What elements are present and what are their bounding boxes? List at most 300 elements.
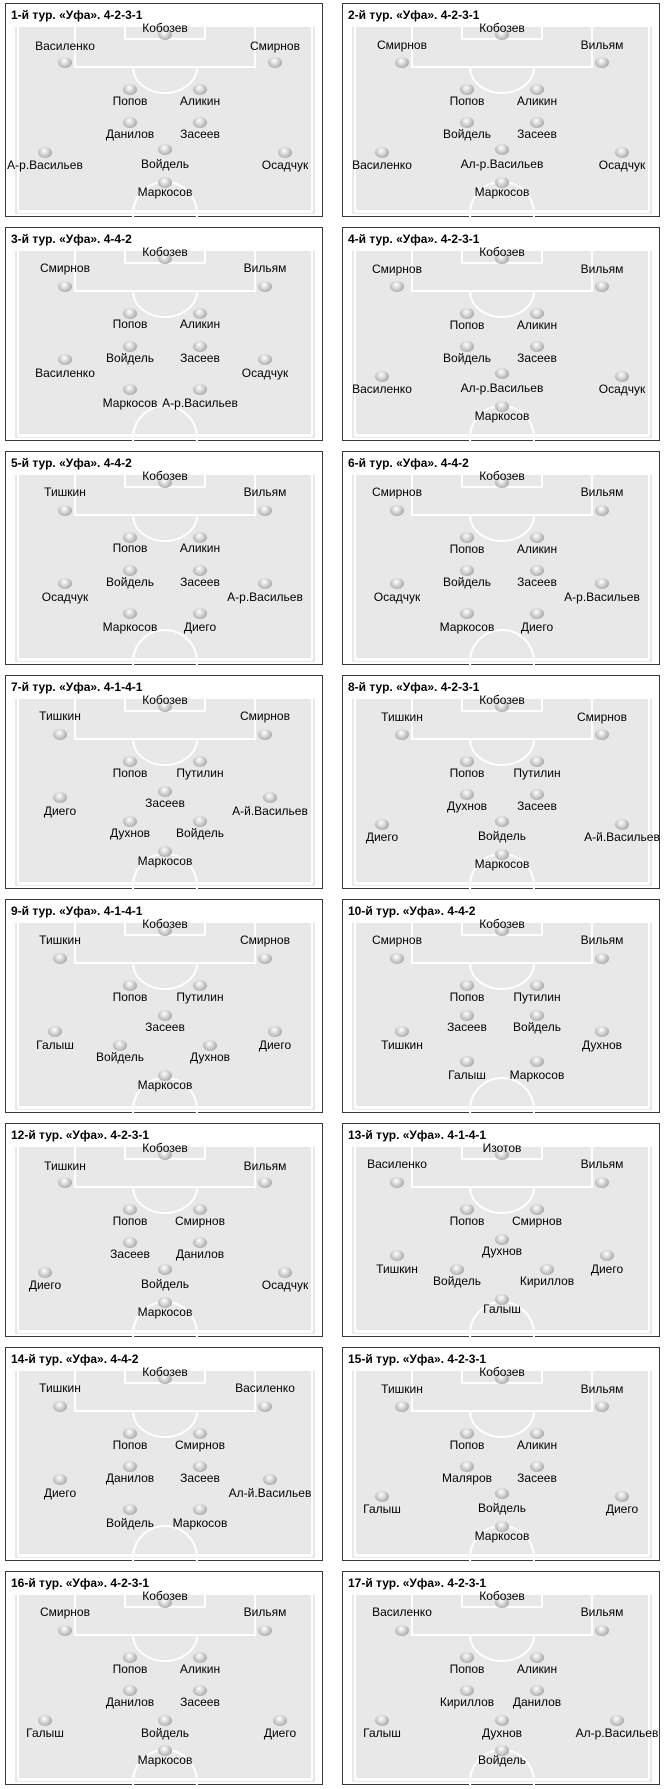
player-name: Маркосов — [137, 1078, 193, 1092]
player-name: Маркосов — [474, 1529, 530, 1543]
player-name: Войдель — [106, 575, 154, 589]
player-name: Смирнов — [377, 38, 427, 52]
panel-title: 10-й тур. «Уфа». 4-4-2 — [348, 904, 476, 918]
player-marker-icon — [258, 281, 272, 292]
player-name: Засеев — [517, 799, 557, 813]
player-marker-icon — [278, 1267, 292, 1278]
player-marker-icon — [395, 1625, 409, 1636]
lineup-panel — [342, 3, 660, 217]
player-name: Данилов — [105, 1471, 155, 1485]
lineup-panel — [342, 451, 660, 665]
player-marker-icon — [38, 1267, 52, 1278]
player-name: Кобозев — [142, 21, 188, 35]
player-marker-icon — [595, 281, 609, 292]
player-marker-icon — [395, 1026, 409, 1037]
player-name: Засеев — [180, 1695, 220, 1709]
player-name: Василенко — [35, 366, 95, 380]
player-name: Кириллов — [439, 1695, 495, 1709]
player-name: Смирнов — [372, 933, 422, 947]
player-marker-icon — [375, 371, 389, 382]
panel-title: 16-й тур. «Уфа». 4-2-3-1 — [11, 1576, 150, 1590]
player-marker-icon — [258, 1625, 272, 1636]
player-marker-icon — [600, 1250, 614, 1261]
player-marker-icon — [158, 1715, 172, 1726]
player-name: Диего — [590, 1262, 624, 1276]
player-name: Войдель — [513, 1020, 561, 1034]
player-name: Смирнов — [512, 1214, 562, 1228]
player-marker-icon — [258, 354, 272, 365]
player-marker-icon — [595, 1401, 609, 1412]
lineup-panel — [5, 1347, 323, 1561]
player-name: А-й.Васильев — [584, 830, 660, 844]
player-name: Вильям — [580, 262, 624, 276]
player-marker-icon — [390, 578, 404, 589]
lineup-panel — [342, 675, 660, 889]
football-pitch — [15, 693, 315, 886]
player-name: Попов — [112, 1662, 148, 1676]
player-marker-icon — [263, 1474, 277, 1485]
player-name: Осадчук — [261, 1278, 309, 1292]
football-pitch — [352, 469, 652, 662]
player-name: Смирнов — [372, 485, 422, 499]
player-marker-icon — [58, 1625, 72, 1636]
player-name: Галыш — [448, 1068, 486, 1082]
football-pitch — [352, 245, 652, 438]
player-name: Тишкин — [381, 1038, 423, 1052]
player-name: Диего — [43, 1486, 77, 1500]
player-marker-icon — [58, 1177, 72, 1188]
football-pitch — [15, 245, 315, 438]
player-name: Осадчук — [261, 158, 309, 172]
player-marker-icon — [263, 792, 277, 803]
player-name: Войдель — [96, 1050, 144, 1064]
player-name: Диего — [183, 620, 217, 634]
player-name: Духнов — [446, 799, 488, 813]
player-marker-icon — [375, 1491, 389, 1502]
player-name: Кобозев — [479, 469, 525, 483]
player-name: Кириллов — [519, 1274, 575, 1288]
player-name: Василенко — [352, 382, 412, 396]
player-marker-icon — [38, 1715, 52, 1726]
player-marker-icon — [258, 1401, 272, 1412]
player-name: Василенко — [235, 1381, 295, 1395]
player-name: Вильям — [243, 485, 287, 499]
player-name: Попов — [449, 318, 485, 332]
lineup-panel — [342, 227, 660, 441]
lineup-panel — [342, 1123, 660, 1337]
player-name: Засеев — [110, 1247, 150, 1261]
player-marker-icon — [58, 505, 72, 516]
player-name: Маляров — [441, 1471, 493, 1485]
player-name: Изотов — [482, 1141, 522, 1155]
player-marker-icon — [390, 281, 404, 292]
player-name: Кобозев — [142, 469, 188, 483]
player-name: Засеев — [447, 1020, 487, 1034]
player-name: Данилов — [105, 127, 155, 141]
pitch-markings — [352, 475, 652, 662]
player-marker-icon — [495, 816, 509, 827]
player-marker-icon — [595, 505, 609, 516]
player-name: Попов — [112, 990, 148, 1004]
player-name: Тишкин — [44, 485, 86, 499]
player-name: Аликин — [516, 94, 558, 108]
player-name: Смирнов — [250, 39, 300, 53]
player-marker-icon — [390, 1250, 404, 1261]
player-marker-icon — [53, 1474, 67, 1485]
player-name: Кобозев — [142, 1589, 188, 1603]
player-name: Духнов — [109, 826, 151, 840]
lineup-panel — [5, 3, 323, 217]
player-name: Войдель — [443, 575, 491, 589]
player-name: Войдель — [478, 1753, 526, 1767]
player-name: Смирнов — [40, 261, 90, 275]
player-name: Смирнов — [240, 709, 290, 723]
panel-title: 1-й тур. «Уфа». 4-2-3-1 — [11, 8, 143, 22]
player-name: Войдель — [141, 1277, 189, 1291]
player-marker-icon — [595, 1177, 609, 1188]
player-name: Диего — [263, 1726, 297, 1740]
player-name: А-р.Васильев — [7, 158, 83, 172]
player-name: Диего — [43, 804, 77, 818]
panel-title: 13-й тур. «Уфа». 4-1-4-1 — [348, 1128, 487, 1142]
player-marker-icon — [193, 384, 207, 395]
player-name: Войдель — [106, 1516, 154, 1530]
panel-title: 3-й тур. «Уфа». 4-4-2 — [11, 232, 132, 246]
player-marker-icon — [615, 147, 629, 158]
player-marker-icon — [123, 384, 137, 395]
player-marker-icon — [595, 578, 609, 589]
player-name: Кобозев — [142, 1141, 188, 1155]
player-name: Вильям — [580, 1605, 624, 1619]
panel-title: 17-й тур. «Уфа». 4-2-3-1 — [348, 1576, 487, 1590]
player-marker-icon — [278, 147, 292, 158]
player-marker-icon — [268, 57, 282, 68]
player-name: Осадчук — [241, 366, 289, 380]
player-name: Войдель — [433, 1274, 481, 1288]
player-name: Духнов — [581, 1038, 623, 1052]
football-pitch — [15, 469, 315, 662]
football-pitch — [15, 1141, 315, 1334]
player-name: Маркосов — [137, 854, 193, 868]
football-pitch — [352, 917, 652, 1110]
player-marker-icon — [273, 1715, 287, 1726]
player-name: Диего — [605, 1502, 639, 1516]
player-name: Галыш — [363, 1726, 401, 1740]
player-name: Путилин — [513, 766, 561, 780]
player-name: Тишкин — [376, 1262, 418, 1276]
player-marker-icon — [610, 1715, 624, 1726]
player-name: Галыш — [483, 1302, 521, 1316]
player-marker-icon — [615, 371, 629, 382]
player-name: Маркосов — [102, 396, 158, 410]
player-name: Василенко — [367, 1157, 427, 1171]
player-name: Войдель — [141, 157, 189, 171]
player-name: Смирнов — [372, 262, 422, 276]
player-marker-icon — [53, 729, 67, 740]
player-marker-icon — [258, 578, 272, 589]
player-marker-icon — [158, 1264, 172, 1275]
player-name: Духнов — [481, 1726, 523, 1740]
player-name: Кобозев — [479, 693, 525, 707]
player-name: Аликин — [516, 1662, 558, 1676]
player-marker-icon — [395, 57, 409, 68]
player-name: Ал-р.Васильев — [460, 157, 544, 171]
player-marker-icon — [58, 57, 72, 68]
player-marker-icon — [123, 608, 137, 619]
football-pitch — [7, 21, 315, 214]
player-marker-icon — [495, 1488, 509, 1499]
player-name: Кобозев — [142, 917, 188, 931]
player-marker-icon — [395, 729, 409, 740]
player-name: А-р.Васильев — [227, 590, 303, 604]
football-pitch — [15, 1365, 315, 1558]
player-name: Василенко — [352, 158, 412, 172]
player-name: Смирнов — [175, 1438, 225, 1452]
player-marker-icon — [460, 1056, 474, 1067]
player-name: Вильям — [580, 38, 624, 52]
player-name: Вильям — [243, 1605, 287, 1619]
player-marker-icon — [53, 953, 67, 964]
player-name: Аликин — [516, 318, 558, 332]
player-marker-icon — [595, 953, 609, 964]
player-name: Путилин — [176, 766, 224, 780]
player-marker-icon — [193, 608, 207, 619]
player-name: Вильям — [580, 1382, 624, 1396]
player-name: Диего — [365, 830, 399, 844]
panel-title: 9-й тур. «Уфа». 4-1-4-1 — [11, 904, 143, 918]
player-name: Тишкин — [39, 709, 81, 723]
player-name: Осадчук — [41, 590, 89, 604]
player-marker-icon — [615, 1491, 629, 1502]
player-marker-icon — [258, 953, 272, 964]
lineup-panel — [5, 227, 323, 441]
player-name: Духнов — [189, 1050, 231, 1064]
player-name: Аликин — [516, 542, 558, 556]
player-marker-icon — [258, 505, 272, 516]
lineup-panel — [5, 899, 323, 1113]
panel-title: 2-й тур. «Уфа». 4-2-3-1 — [348, 8, 480, 22]
lineup-panel — [342, 1571, 660, 1785]
player-name: Вильям — [580, 485, 624, 499]
player-name: Данилов — [105, 1695, 155, 1709]
player-name: Ал-й.Васильев — [228, 1486, 312, 1500]
football-pitch — [352, 693, 660, 886]
player-name: Кобозев — [142, 1365, 188, 1379]
player-name: Кобозев — [479, 1589, 525, 1603]
player-name: Аликин — [179, 317, 221, 331]
lineup-panel — [5, 675, 323, 889]
player-name: Маркосов — [509, 1068, 565, 1082]
player-marker-icon — [460, 608, 474, 619]
player-name: Войдель — [443, 351, 491, 365]
player-name: Засеев — [180, 351, 220, 365]
lineup-panel — [342, 899, 660, 1113]
player-marker-icon — [58, 281, 72, 292]
player-marker-icon — [53, 792, 67, 803]
player-name: Войдель — [478, 829, 526, 843]
player-marker-icon — [595, 57, 609, 68]
player-name: Кобозев — [479, 245, 525, 259]
player-name: Попов — [112, 317, 148, 331]
player-marker-icon — [258, 1177, 272, 1188]
player-name: Аликин — [179, 1662, 221, 1676]
player-marker-icon — [158, 144, 172, 155]
player-name: Данилов — [512, 1695, 562, 1709]
player-name: Засеев — [517, 351, 557, 365]
player-name: Кобозев — [479, 21, 525, 35]
player-name: Смирнов — [240, 933, 290, 947]
player-name: Попов — [449, 94, 485, 108]
panel-title: 8-й тур. «Уфа». 4-2-3-1 — [348, 680, 480, 694]
player-name: Маркосов — [102, 620, 158, 634]
player-marker-icon — [375, 147, 389, 158]
player-name: Данилов — [175, 1247, 225, 1261]
player-name: Маркосов — [137, 1753, 193, 1767]
pitch-markings — [352, 923, 652, 1110]
player-name: Маркосов — [137, 185, 193, 199]
player-name: Аликин — [179, 541, 221, 555]
player-name: А-р.Васильев — [162, 396, 238, 410]
player-name: Засеев — [180, 575, 220, 589]
panel-title: 15-й тур. «Уфа». 4-2-3-1 — [348, 1352, 487, 1366]
panel-title: 7-й тур. «Уфа». 4-1-4-1 — [11, 680, 143, 694]
player-name: Смирнов — [577, 710, 627, 724]
player-name: Осадчук — [373, 590, 421, 604]
player-name: Диего — [28, 1278, 62, 1292]
player-name: Засеев — [180, 127, 220, 141]
player-marker-icon — [58, 578, 72, 589]
pitch-markings — [15, 1371, 315, 1558]
player-name: Смирнов — [40, 1605, 90, 1619]
panel-title: 5-й тур. «Уфа». 4-4-2 — [11, 456, 132, 470]
player-name: Засеев — [517, 1471, 557, 1485]
panel-title: 6-й тур. «Уфа». 4-4-2 — [348, 456, 469, 470]
player-name: Василенко — [372, 1605, 432, 1619]
football-pitch — [352, 1141, 652, 1334]
player-name: Тишкин — [381, 710, 423, 724]
player-name: Осадчук — [598, 158, 646, 172]
player-name: Попов — [449, 542, 485, 556]
player-marker-icon — [53, 1401, 67, 1412]
player-name: Ал-р.Васильев — [460, 381, 544, 395]
player-name: Маркосов — [439, 620, 495, 634]
football-pitch — [15, 917, 315, 1110]
player-name: Войдель — [176, 826, 224, 840]
player-name: Смирнов — [175, 1214, 225, 1228]
player-marker-icon — [375, 819, 389, 830]
player-name: Попов — [449, 990, 485, 1004]
player-name: Попов — [449, 1214, 485, 1228]
player-marker-icon — [193, 1504, 207, 1515]
lineup-panel — [342, 1347, 660, 1561]
player-marker-icon — [530, 1056, 544, 1067]
player-name: Войдель — [478, 1501, 526, 1515]
player-name: Засеев — [180, 1471, 220, 1485]
player-name: А-й.Васильев — [232, 804, 308, 818]
player-name: Галыш — [363, 1502, 401, 1516]
player-name: Маркосов — [474, 857, 530, 871]
player-name: Попов — [449, 1438, 485, 1452]
player-name: Вильям — [243, 261, 287, 275]
player-marker-icon — [495, 144, 509, 155]
player-name: Попов — [449, 1662, 485, 1676]
player-name: Маркосов — [474, 409, 530, 423]
player-name: Кобозев — [479, 917, 525, 931]
player-name: Диего — [520, 620, 554, 634]
player-name: Василенко — [35, 39, 95, 53]
football-pitch — [352, 1365, 652, 1558]
player-name: Засеев — [517, 575, 557, 589]
player-name: Попов — [112, 541, 148, 555]
player-name: Галыш — [36, 1038, 74, 1052]
player-marker-icon — [615, 819, 629, 830]
player-name: Вильям — [580, 1157, 624, 1171]
lineup-panel — [5, 1571, 323, 1785]
player-name: Тишкин — [39, 933, 81, 947]
player-name: Галыш — [26, 1726, 64, 1740]
panel-title: 4-й тур. «Уфа». 4-2-3-1 — [348, 232, 480, 246]
player-marker-icon — [495, 1715, 509, 1726]
player-name: Попов — [112, 1438, 148, 1452]
player-name: Тишкин — [381, 1382, 423, 1396]
player-marker-icon — [390, 1177, 404, 1188]
player-name: Диего — [258, 1038, 292, 1052]
player-name: Кобозев — [142, 245, 188, 259]
player-name: Аликин — [179, 94, 221, 108]
player-marker-icon — [375, 1715, 389, 1726]
player-marker-icon — [595, 729, 609, 740]
player-name: Попов — [449, 766, 485, 780]
football-pitch — [15, 1589, 315, 1782]
player-name: Войдель — [443, 127, 491, 141]
player-marker-icon — [268, 1026, 282, 1037]
player-name: А-р.Васильев — [564, 590, 640, 604]
player-name: Ал-р.Васильев — [575, 1726, 659, 1740]
player-marker-icon — [48, 1026, 62, 1037]
player-name: Попов — [112, 94, 148, 108]
player-name: Тишкин — [44, 1159, 86, 1173]
player-name: Попов — [112, 766, 148, 780]
player-name: Вильям — [243, 1159, 287, 1173]
player-marker-icon — [595, 1625, 609, 1636]
player-marker-icon — [395, 1401, 409, 1412]
player-name: Засеев — [145, 1020, 185, 1034]
panel-title: 12-й тур. «Уфа». 4-2-3-1 — [11, 1128, 150, 1142]
pitch-markings — [15, 475, 315, 662]
player-name: Тишкин — [39, 1381, 81, 1395]
player-name: Духнов — [481, 1244, 523, 1258]
football-pitch — [352, 21, 652, 214]
player-name: Засеев — [517, 127, 557, 141]
player-name: Кобозев — [142, 693, 188, 707]
player-name: Путилин — [513, 990, 561, 1004]
player-marker-icon — [595, 1026, 609, 1037]
player-name: Маркосов — [137, 1305, 193, 1319]
football-pitch — [352, 1589, 659, 1782]
lineup-panel — [5, 1123, 323, 1337]
player-marker-icon — [38, 147, 52, 158]
player-marker-icon — [390, 505, 404, 516]
player-name: Маркосов — [474, 185, 530, 199]
player-name: Засеев — [145, 796, 185, 810]
player-name: Маркосов — [172, 1516, 228, 1530]
lineup-panel — [5, 451, 323, 665]
player-marker-icon — [530, 608, 544, 619]
player-name: Аликин — [516, 1438, 558, 1452]
player-name: Вильям — [580, 933, 624, 947]
player-marker-icon — [58, 354, 72, 365]
player-name: Попов — [112, 1214, 148, 1228]
